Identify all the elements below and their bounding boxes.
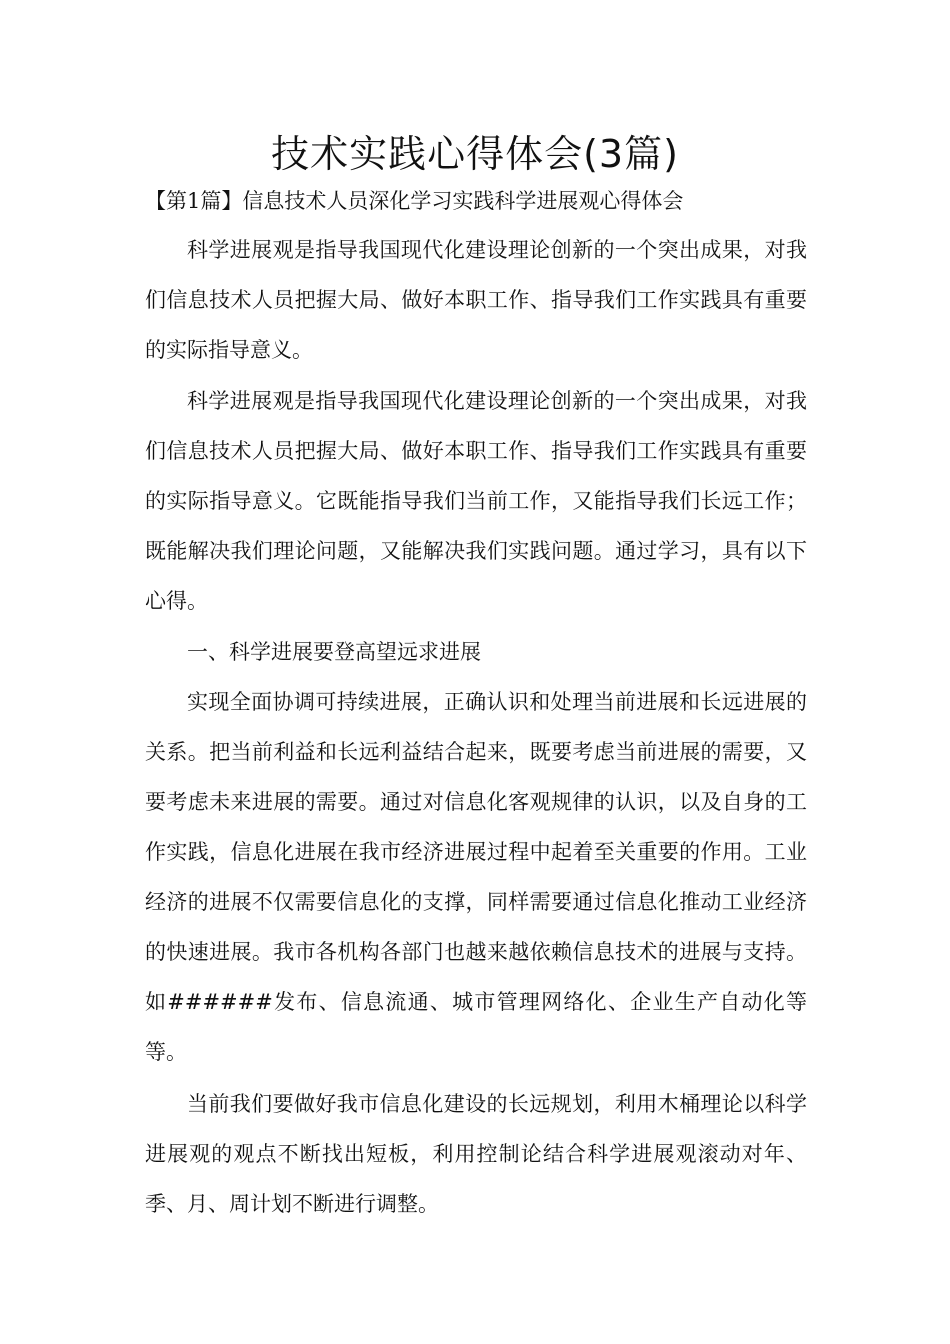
paragraph: 科学进展观是指导我国现代化建设理论创新的一个突出成果，对我们信息技术人员把握大局、做好本职工作、指导我们工作实践具有重要的实际指导意义。 bbox=[145, 238, 807, 362]
paragraph: 实现全面协调可持续进展，正确认识和处理当前进展和长远进展的关系。把当前利益和长远利益结合起来，既要考虑当前进展的需要，又要考虑未来进展的需要。通过对信息化客观规律的认识，以及自身的工作实践，信息化进展在我市经济进展过程中起着至关重要的作用。工业经济的进展不仅需要信息化的支撑，同样需要通过信息化推动工业经济的快速进展。我市各机构各部门也越来越依赖信息技术的进展与支持。如######发布、信息流通、城市管理网络化、企业生产自动化等等。 bbox=[145, 690, 807, 1064]
document-title: 技术实践心得体会(3篇) bbox=[271, 132, 679, 176]
paragraph: 当前我们要做好我市信息化建设的长远规划，利用木桶理论以科学进展观的观点不断找出短板，利用控制论结合科学进展观滚动对年、季、月、周计划不断进行调整。 bbox=[145, 1092, 807, 1216]
section-heading: 【第1篇】信息技术人员深化学习实践科学进展观心得体会 bbox=[145, 189, 684, 213]
paragraph: 科学进展观是指导我国现代化建设理论创新的一个突出成果，对我们信息技术人员把握大局、做好本职工作、指导我们工作实践具有重要的实际指导意义。它既能指导我们当前工作，又能指导我们长远工作；既能解决我们理论问题，又能解决我们实践问题。通过学习，具有以下心得。 bbox=[145, 389, 807, 613]
subheading: 一、科学进展要登高望远求进展 bbox=[187, 640, 481, 664]
